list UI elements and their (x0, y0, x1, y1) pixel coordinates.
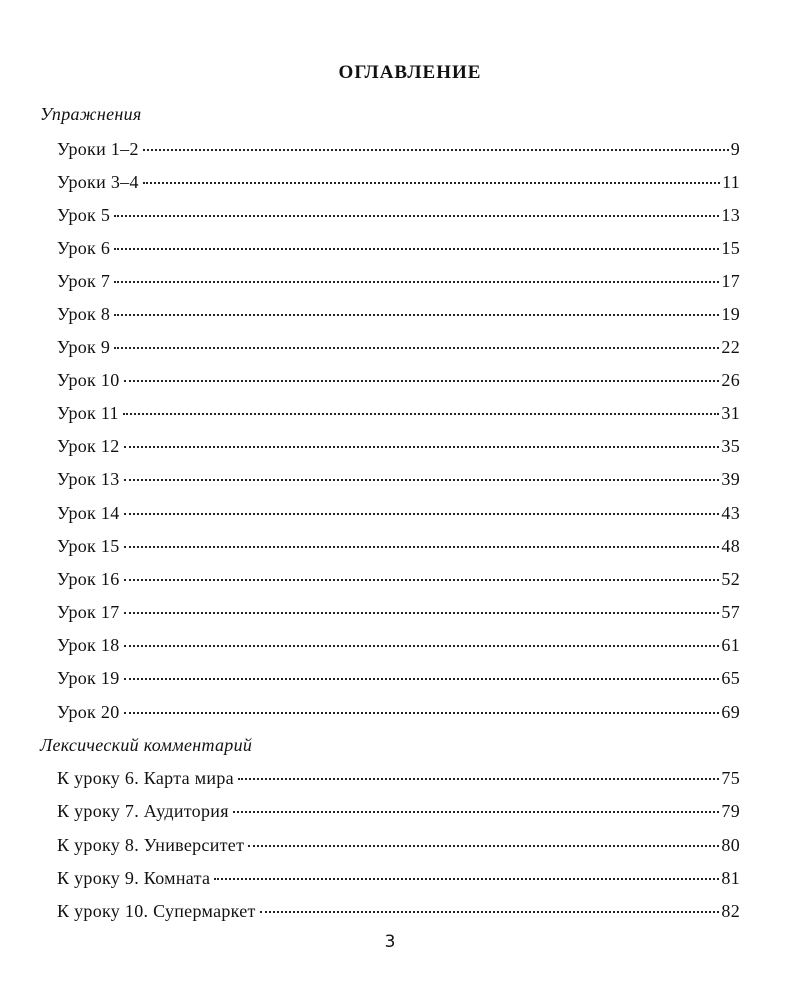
toc-title: ОГЛАВЛЕНИЕ (338, 62, 482, 83)
toc-entry (57, 635, 740, 661)
toc-entry (57, 536, 740, 562)
entry-page-number: 52 (721, 569, 740, 589)
entry-page-number: 9 (730, 139, 740, 159)
dot-leader (124, 645, 720, 647)
toc-entry (57, 337, 740, 363)
entry-label: К уроку 7. Аудитория (57, 801, 229, 821)
entry-label: Урок 6 (57, 238, 111, 258)
entry-label: К уроку 10. Супермаркет (57, 901, 256, 921)
entry-label: К уроку 8. Университет (57, 835, 245, 855)
page-number: 3 (384, 932, 396, 952)
toc-entry (57, 768, 740, 794)
dot-leader (124, 579, 720, 581)
toc-entry (57, 668, 740, 694)
entry-label: Урок 14 (57, 503, 120, 523)
entry-label: К уроку 6. Карта мира (57, 768, 234, 788)
dot-leader (248, 845, 719, 847)
entry-page-number: 81 (721, 868, 740, 888)
toc-entry (57, 901, 740, 927)
entry-page-number: 31 (721, 403, 740, 423)
dot-leader (114, 248, 719, 250)
entry-label: Урок 7 (57, 271, 111, 291)
entry-page-number: 17 (721, 271, 740, 291)
entry-label: Урок 16 (57, 569, 120, 589)
toc-entry (57, 304, 740, 330)
entry-page-number: 35 (721, 436, 740, 456)
toc-entry (57, 271, 740, 297)
toc-entry (57, 238, 740, 264)
entry-label: Урок 5 (57, 205, 111, 225)
dot-leader (124, 678, 720, 680)
entry-page-number: 48 (721, 536, 740, 556)
entry-page-number: 82 (721, 901, 740, 921)
entry-page-number: 57 (721, 602, 740, 622)
dot-leader (124, 380, 720, 382)
section-heading-exercises: Упражнения (40, 104, 142, 124)
dot-leader (143, 182, 720, 184)
toc-entry (57, 436, 740, 462)
dot-leader (114, 314, 719, 316)
entry-label: Урок 10 (57, 370, 120, 390)
entry-page-number: 80 (721, 835, 740, 855)
entry-label: Урок 9 (57, 337, 111, 357)
dot-leader (238, 778, 719, 780)
entry-page-number: 75 (721, 768, 740, 788)
toc-entry (57, 139, 740, 165)
dot-leader (124, 712, 720, 714)
dot-leader (143, 149, 729, 151)
entry-label: Урок 8 (57, 304, 111, 324)
toc-entry (57, 801, 740, 827)
toc-entry (57, 868, 740, 894)
toc-entry (57, 403, 740, 429)
dot-leader (124, 546, 720, 548)
dot-leader (233, 811, 720, 813)
entry-page-number: 15 (721, 238, 740, 258)
dot-leader (114, 215, 719, 217)
entry-label: Уроки 3–4 (57, 172, 139, 192)
dot-leader (260, 911, 720, 913)
entry-label: Урок 17 (57, 602, 120, 622)
entry-label: Урок 18 (57, 635, 120, 655)
entry-label: Урок 13 (57, 469, 120, 489)
toc-entry (57, 503, 740, 529)
section-heading-lexical-commentary: Лексический комментарий (40, 735, 253, 755)
entry-page-number: 39 (721, 469, 740, 489)
entry-page-number: 19 (721, 304, 740, 324)
entry-page-number: 22 (721, 337, 740, 357)
toc-entry (57, 172, 740, 198)
toc-entry (57, 602, 740, 628)
dot-leader (214, 878, 719, 880)
entry-label: Урок 19 (57, 668, 120, 688)
entry-label: Уроки 1–2 (57, 139, 139, 159)
entry-page-number: 26 (721, 370, 740, 390)
toc-entry (57, 469, 740, 495)
dot-leader (123, 413, 720, 415)
entry-page-number: 65 (721, 668, 740, 688)
dot-leader (124, 446, 720, 448)
dot-leader (114, 347, 719, 349)
entry-label: Урок 12 (57, 436, 120, 456)
toc-entry (57, 835, 740, 861)
toc-entry (57, 370, 740, 396)
toc-entry (57, 702, 740, 728)
entry-label: К уроку 9. Комната (57, 868, 211, 888)
dot-leader (124, 513, 720, 515)
dot-leader (124, 479, 720, 481)
entry-page-number: 43 (721, 503, 740, 523)
toc-entry (57, 205, 740, 231)
entry-label: Урок 11 (57, 403, 119, 423)
dot-leader (124, 612, 720, 614)
entry-page-number: 61 (721, 635, 740, 655)
toc-entry (57, 569, 740, 595)
dot-leader (114, 281, 719, 283)
entry-page-number: 13 (721, 205, 740, 225)
entry-label: Урок 15 (57, 536, 120, 556)
entry-page-number: 79 (721, 801, 740, 821)
entry-label: Урок 20 (57, 702, 120, 722)
entry-page-number: 11 (722, 172, 740, 192)
entry-page-number: 69 (721, 702, 740, 722)
